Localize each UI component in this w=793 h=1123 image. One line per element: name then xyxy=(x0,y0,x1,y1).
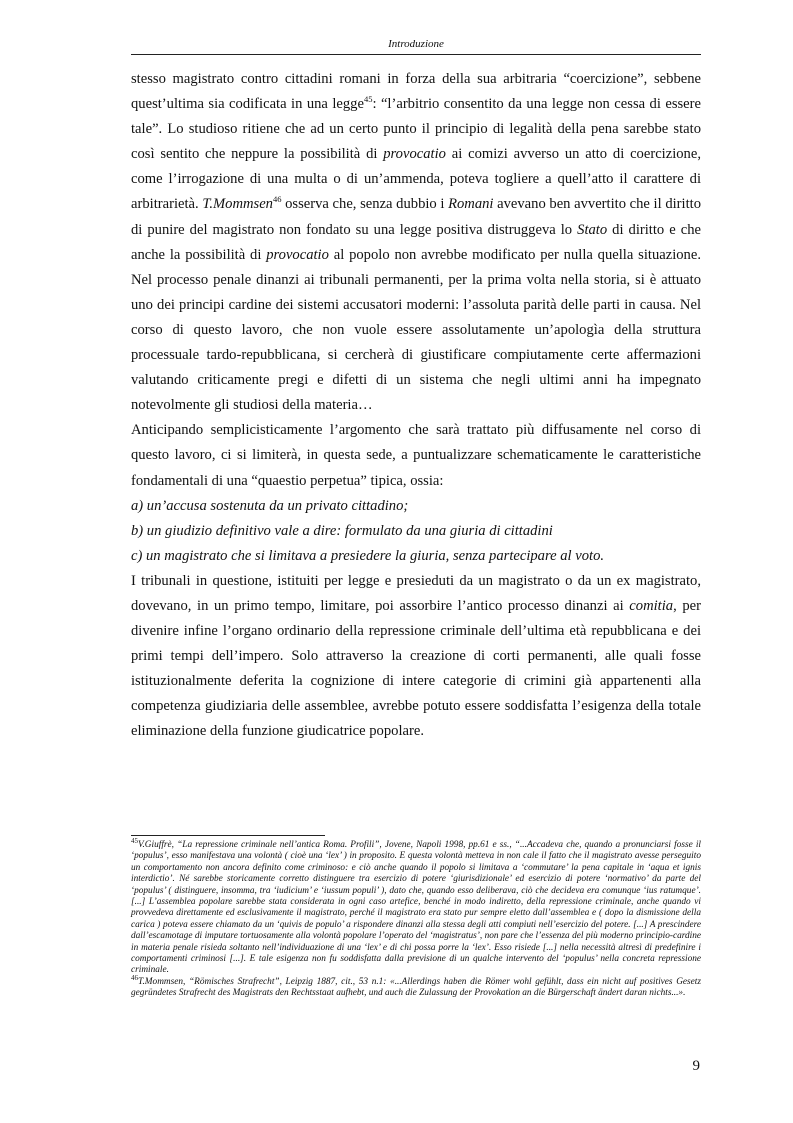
footnote-46 xyxy=(131,973,701,1000)
text-run: I tribunali in questione, istituiti per legge e presieduti da un magistrato o da un ex magistrato, dovevano, in un primo tempo, limitare, poi assorbire l’antico processo dinanzi ai xyxy=(131,572,701,614)
text-run: stesso magistrato contro cittadini romani in forza della sua arbitraria “coercizione”, sebbene quest’ultima sia codificata in una legge xyxy=(131,71,701,113)
text-run: osserva che, senza dubbio i xyxy=(281,196,449,213)
page-number: 9 xyxy=(692,1058,700,1074)
footnote-number: 45 xyxy=(131,837,138,845)
footnote-reference: 46 xyxy=(272,194,282,205)
text-run: ai comizi avverso un atto di coercizione, come l’irrogazione di una multa o di un’ammenda, poteva togliere a quell’atto il carattere di arbitrarietà. xyxy=(131,146,701,213)
italic-term: Romani xyxy=(448,196,494,213)
paragraph-2: Anticipando semplicisticamente l’argomento che sarà trattato più diffusamente nel corso di questo lavoro, ci si limiterà, in questa sede, a puntualizzare schematicamente le caratteristiche fondamentali di una “quaestio perpetua” tipica, ossia: xyxy=(131,422,701,489)
text-run: avevano ben avvertito che il diritto di punire del magistrato non fondato su una legge positiva distruggeva lo xyxy=(131,196,701,238)
text-run: : “l’arbitrio consentito da una legge non cessa di essere tale”. Lo studioso ritiene che ad un certo punto il principio di legalità della pena sarebbe stato così sentito che neppure la possibilità di xyxy=(131,96,701,163)
list-item-b: b) un giudizio definitivo vale a dire: formulato da una giuria di cittadini xyxy=(131,522,553,539)
text-run: , per divenire infine l’organo ordinario della repressione criminale dell’ultima età repubblicana e dei primi tempi dell’impero. Solo attraverso la creazione di corti permanenti, alle quali fosse istituzionalmente deferita la cognizione di intere categorie di crimini già appartenenti alla competenza giudiziaria delle assemblee, avrebbe potuto essere soddisfatta l’esigenza della totale eliminazione della funzione giudicatrice popolare. xyxy=(131,597,701,740)
italic-term: comitia xyxy=(629,597,674,614)
running-header: Introduzione xyxy=(388,38,444,50)
text-run: al popolo non avrebbe modificato per nulla quella situazione. Nel processo penale dinanzi ai tribunali permanenti, per la prima volta nella storia, si è attuato uno dei principi cardine dei sistemi accusatori moderni: l’assoluta parità delle parti in causa. Nel corso di questo lavoro, che non vuole essere assolutamente un’apologìa della struttura processuale tardo-repubblicana, si cercherà di giustificare compiutamente certe affermazioni valutando criticamente pregi e difetti di un sistema che negli ultimi anni ha impegnato notevolmente gli studiosi della materia… xyxy=(131,246,701,414)
footnotes xyxy=(131,837,701,1000)
italic-term: provocatio xyxy=(383,146,446,163)
italic-term: Stato xyxy=(577,221,608,238)
italic-term: T.Mommsen xyxy=(202,196,273,213)
footnote-number: 46 xyxy=(131,973,138,982)
italic-term: provocatio xyxy=(266,246,329,263)
footnote-reference: 45 xyxy=(363,94,373,105)
text-run: di diritto e che anche la possibilità di xyxy=(131,221,701,263)
main-text xyxy=(131,67,701,745)
footnote-45 xyxy=(131,837,701,977)
footnote-separator xyxy=(131,835,325,836)
list-item-a: a) un’accusa sostenuta da un privato cittadino; xyxy=(131,497,409,514)
paragraph-1 xyxy=(131,67,701,418)
paragraph-3 xyxy=(131,569,701,745)
list-item-c: c) un magistrato che si limitava a presiedere la giuria, senza partecipare al voto. xyxy=(131,547,605,564)
footnote-text: T.Mommsen, “Römisches Strafrecht”, Leipzig 1887, cit., 53 n.1: «...Allerdings haben die Römer wohl gefühlt, dass ein nicht auf positives Gesetz gegründetes Strafrecht des Magistrats den Rechtsstaat aufhebt, und auch die Zulassung der Provokation an die Bürgerschaft ändert daran nichts...». xyxy=(131,976,701,999)
footnote-text: V.Giuffrè, “La repressione criminale nell’antica Roma. Profili”, Jovene, Napoli 1998, pp.61 e ss., “...Accadeva che, quando a pronunciarsi fosse il ‘populus’, esso manifestava una volontà ( cioè una ‘lex’ ) in proposito. E questa volontà metteva in non cale il fatto che il magistrato avesse perseguito un comportamento non ancora definito come criminoso: e ciò anche quando il popolo si limitava a ‘commutare’ la pena capitale in ‘aqua et ignis interdictio’. Né sarebbe storicamente corretto distinguere tra esercizio di potere ‘giurisdizionale’ ed esercizio di potere ‘normativo’ da parte del ‘populus’ ( distinguere, insomma, tra ‘iudicium’ e ‘iussum populi’ ), dato che, quando esso deliberava, ciò che decideva era comunque ‘ius ratumque’.[...] L’assemblea popolare sarebbe stata considerata in ogni caso artefice, benché in modo indiretto, della repressione criminale, anche quando vi provvedeva direttamente ed esclusivamente il magistrato, perché il magistrato era stato pur sempre eletto dall’assemblea e ( dopo la dismissione della carica ) poteva essere chiamato da un ‘quivis de populo’ a rispondere dinanzi alla stessa degli atti compiuti nell’esercizio del potere. [...] A prescindere dall’escamotage di imputare tortuosamente alla volontà popolare l’operato del ‘magistratus’, non pare che l’essenza del più moderno principio-cardine in materia penale risieda soltanto nell’individuazione di una ‘lex’ e di chi possa porre la ‘lex’. Esso risiede [...] nella necessità altresì di predefinire i comportamenti criminosi [...]. E tale esigenza non fu soddisfatta dalla previsione di un qualche intervento del ‘populus’ nella concreta repressione criminale. xyxy=(131,840,701,976)
header-rule xyxy=(131,54,701,55)
